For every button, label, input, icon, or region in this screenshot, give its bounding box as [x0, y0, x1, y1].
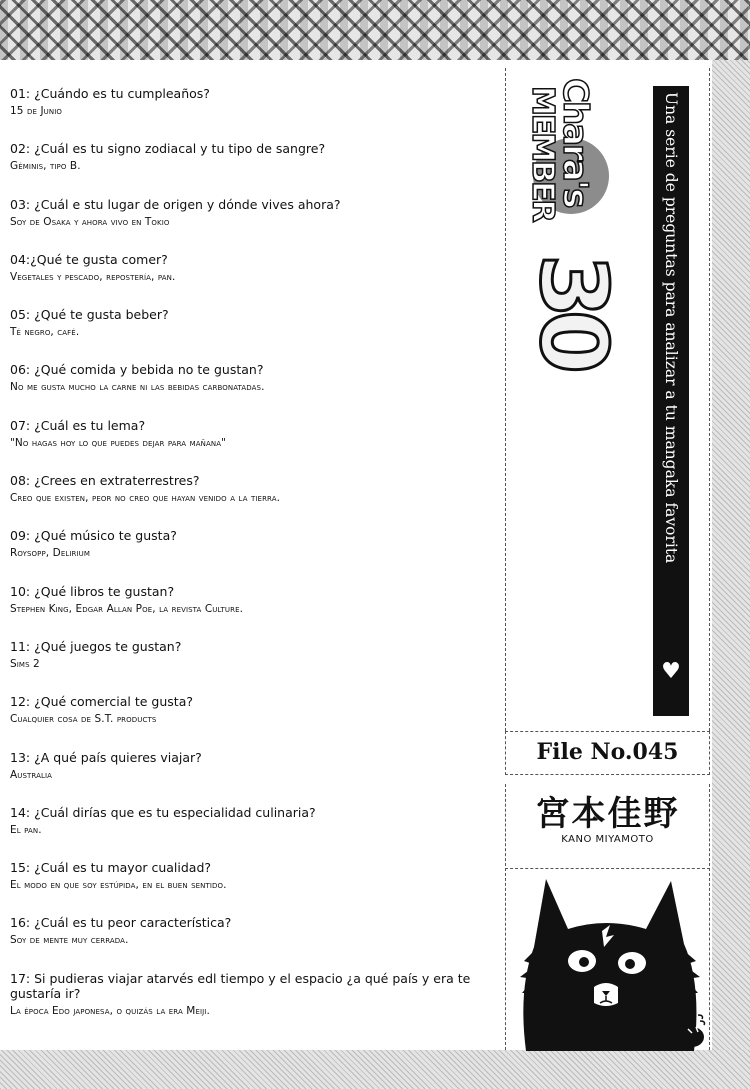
answer: La época Edo japonesa, o quizás la era Meiji.: [10, 1004, 210, 1017]
qa-item: [10, 197, 500, 252]
cat-illustration-box: [505, 868, 710, 1050]
question: 07: ¿Cuál es tu lema?: [10, 417, 146, 433]
question: 06: ¿Qué comida y bebida no te gustan?: [10, 362, 264, 378]
qa-item: [10, 971, 500, 1026]
question: 14: ¿Cuál dirías que es tu especialidad culinaria?: [10, 804, 316, 820]
answer: "No hagas hoy lo que puedes dejar para mañana": [10, 436, 227, 449]
file-number: File No.045: [505, 731, 710, 775]
answer: El modo en que soy estúpida, en el buen sentido.: [10, 879, 227, 892]
question: 08: ¿Crees en extraterrestres?: [10, 473, 200, 489]
answer: Géminis, tipo B.: [10, 160, 81, 173]
logo-chara-text: Chara's: [555, 78, 595, 207]
qa-item: [10, 584, 500, 639]
answer: Stephen King, Edgar Allan Poe, la revista Culture.: [10, 602, 244, 615]
question: 12: ¿Qué comercial te gusta?: [10, 694, 193, 710]
charas-member-logo: [515, 78, 645, 418]
heart-icon: ♥: [661, 659, 681, 684]
qa-item: [10, 362, 500, 417]
qa-item: [10, 473, 500, 528]
logo-member-text: MEMBER: [525, 86, 560, 221]
qa-item: [10, 528, 500, 583]
answer: Cualquier cosa de S.T. products: [10, 713, 157, 726]
qa-item: [10, 86, 500, 141]
answer: No me gusta mucho la carne ni las bebidas carbonatadas.: [10, 381, 265, 394]
answer: Soy de Osaka y ahora vivo en Tokio: [10, 215, 170, 228]
question: 16: ¿Cuál es tu peor característica?: [10, 915, 232, 931]
question: 05: ¿Qué te gusta beber?: [10, 307, 169, 323]
logo-number: 30: [520, 254, 627, 367]
question: 01: ¿Cuándo es tu cumpleaños?: [10, 86, 210, 101]
question: 11: ¿Qué juegos te gustan?: [10, 638, 182, 654]
author-name-japanese: 宮本佳野: [535, 794, 680, 834]
tagline-text: Una serie de preguntas para analizar a tu mangaka favorita: [662, 92, 680, 564]
answer: Australia: [10, 768, 53, 781]
qa-item: [10, 252, 500, 307]
answer: Creo que existen, peor no creo que hayan venido a la tierra.: [10, 492, 281, 505]
qa-item: [10, 750, 500, 805]
answer: El pan.: [10, 823, 42, 836]
question: 10: ¿Qué libros te gustan?: [10, 583, 175, 599]
answer: Sims 2: [10, 657, 40, 670]
qa-item: [10, 418, 500, 473]
question: 15: ¿Cuál es tu mayor cualidad?: [10, 860, 212, 876]
answer: Soy de mente muy cerrada.: [10, 934, 129, 947]
author-name-romaji: KANO MIYAMOTO: [561, 834, 654, 845]
plaid-border-bottom: [0, 1050, 750, 1089]
qa-item: [10, 307, 500, 362]
plaid-border-right: [712, 60, 750, 1089]
answer: Té negro, café.: [10, 326, 80, 339]
qa-item: [10, 639, 500, 694]
question: 17: Si pudieras viajar atarvés edl tiempo y el espacio ¿a qué país y era te gustaría ir?: [10, 970, 471, 1001]
question: 02: ¿Cuál es tu signo zodiacal y tu tipo de sangre?: [10, 141, 326, 157]
answer: Roysopp, Delirium: [10, 547, 91, 560]
plaid-border-top: [0, 0, 750, 68]
cat-icon: [506, 869, 708, 1051]
qa-item: [10, 141, 500, 196]
question: 03: ¿Cuál e stu lugar de origen y dónde vives ahora?: [10, 196, 341, 212]
qa-list: [10, 86, 500, 1026]
question: 09: ¿Qué músico te gusta?: [10, 528, 177, 544]
answer: Vegetales y pescado, repostería, pan.: [10, 270, 176, 283]
question: 13: ¿A qué país quieres viajar?: [10, 749, 202, 765]
author-name-box: [505, 784, 710, 866]
qa-item: [10, 805, 500, 860]
answer: 15 de Junio: [10, 105, 62, 117]
qa-item: [10, 860, 500, 915]
question: 04:¿Qué te gusta comer?: [10, 251, 168, 267]
sidebar-panel: [505, 68, 710, 1050]
tagline-bar: [653, 86, 689, 716]
qa-item: [10, 915, 500, 970]
qa-item: [10, 694, 500, 749]
